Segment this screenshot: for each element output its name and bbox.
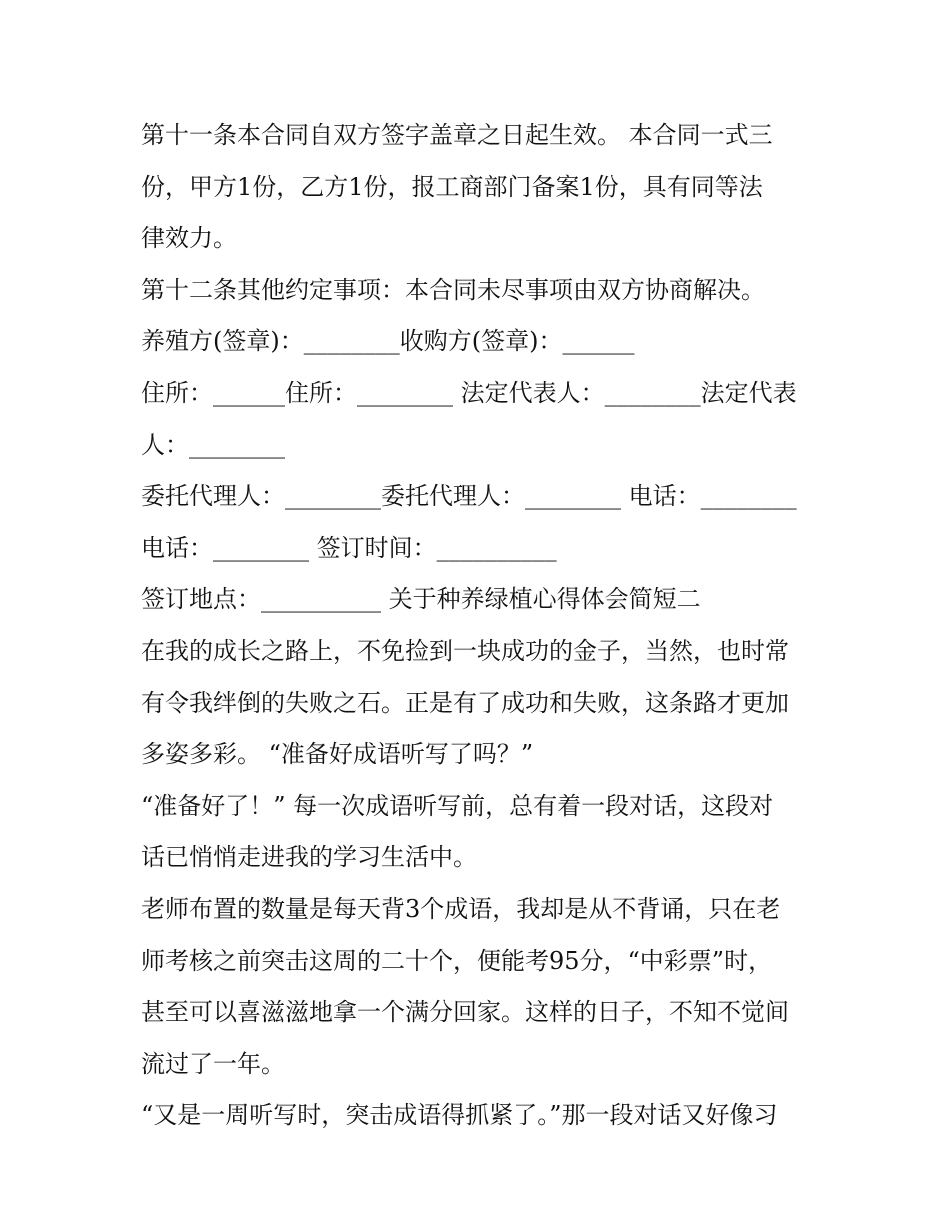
text-line: 住所：______住所：________ 法定代表人：________法定代表 <box>141 378 797 407</box>
text-line: 流过了一年。 <box>141 1049 285 1078</box>
text-line: 人：________ <box>141 430 285 459</box>
text-line: “准备好了！” 每一次成语听写前，总有着一段对话，这段对 <box>141 791 774 820</box>
text-line: 份，甲方1份，乙方1份，报工商部门备案1份，具有同等法 <box>141 172 763 201</box>
text-line: 有令我绊倒的失败之石。正是有了成功和失败，这条路才更加 <box>141 688 789 717</box>
text-line: 话已悄悄走进我的学习生活中。 <box>141 843 477 872</box>
text-line: 养殖方(签章)：________收购方(签章)：______ <box>141 327 635 356</box>
text-line: 签订地点：__________ 关于种养绿植心得体会简短二 <box>141 585 701 614</box>
text-line: 律效力。 <box>141 224 237 253</box>
text-line: 老师布置的数量是每天背3个成语，我却是从不背诵，只在老 <box>141 894 781 923</box>
text-line: 多姿多彩。 “准备好成语听写了吗？” <box>141 740 534 769</box>
text-line: 第十一条本合同自双方签字盖章之日起生效。 本合同一式三 <box>141 121 773 149</box>
text-line: 委托代理人：________委托代理人：________ 电话：________ <box>141 482 797 511</box>
text-line: 第十二条其他约定事项：本合同未尽事项由双方协商解决。 <box>141 275 765 304</box>
text-line: 甚至可以喜滋滋地拿一个满分回家。这样的日子，不知不觉间 <box>141 998 789 1027</box>
document-body <box>141 110 811 1142</box>
text-line: 在我的成长之路上，不免捡到一块成功的金子，当然，也时常 <box>141 636 789 665</box>
text-line: 电话：________ 签订时间：__________ <box>141 533 557 562</box>
text-line: 师考核之前突击这周的二十个，便能考95分，“中彩票”时， <box>141 946 773 975</box>
text-line: “又是一周听写时，突击成语得抓紧了。”那一段对话又好像习 <box>141 1101 778 1130</box>
